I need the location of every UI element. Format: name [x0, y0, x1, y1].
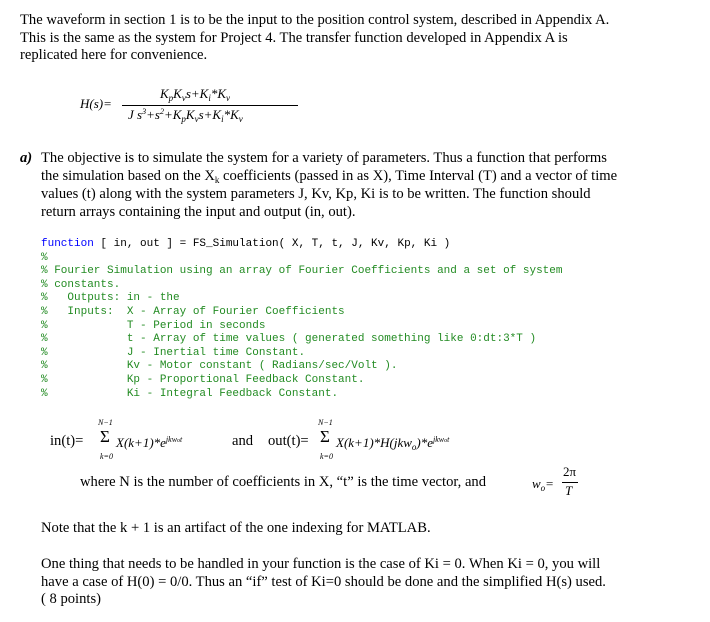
code-comment: % Inputs: X - Array of Fourier Coefficients — [41, 305, 345, 318]
code-comment: % constants. — [41, 278, 121, 291]
eq-out-sum: Σ — [320, 427, 330, 446]
part-a-line: The objective is to simulate the system for a variety of parameters. Thus a function that performs — [41, 150, 607, 166]
w0-denominator: T — [565, 483, 573, 498]
eq-in-body: $X(k+1)*e^{jkwot}$ — [116, 435, 183, 450]
part-a-line: the simulation based on the $X_k$ coefficients (passed in as X), Time Interval (T) and a vector of time — [41, 167, 618, 185]
code-comment: % Outputs: in - the — [41, 292, 180, 305]
eq-out-body: $X(k+1)*H(jkw_o)*e^{jkwot}$ — [336, 435, 450, 452]
code-signature: [ in, out ] = FS_Simulation( X, T, t, J, Kv, Kp, Ki ) — [93, 238, 451, 250]
code-comment: % t - Array of time values ( generated something like 0:dt:3*T ) — [41, 333, 537, 346]
eq-in-label: in(t)= — [50, 433, 84, 449]
tf-denominator: J $s^3+s^2+K_pK_vs+K_i*K_v$ — [128, 107, 243, 124]
tf-numerator: $K_pK_vs+K_i*K_v$ — [160, 86, 231, 103]
intro-paragraph — [20, 12, 680, 65]
tf-lhs: H(s)= — [80, 96, 112, 111]
part-a-label: a) — [20, 150, 33, 166]
sum-upper-limit: N−1 — [318, 418, 333, 427]
part-a-line: return arrays containing the input and output (in, out). — [41, 203, 356, 220]
final-line: One thing that needs to be handled in your function is the case of Ki = 0. When Ki = 0, you will — [41, 556, 601, 572]
where-text: where N is the number of coefficients in X, “t” is the time vector, and — [80, 474, 487, 490]
eq-out-label: out(t)= — [268, 433, 309, 449]
eq-in-sum: Σ — [100, 427, 110, 446]
w0-numerator: 2π — [563, 464, 577, 479]
eq-and: and — [232, 433, 254, 449]
code-comment: % — [41, 251, 48, 264]
final-paragraph — [41, 556, 681, 609]
tf-fraction-bar — [122, 105, 298, 106]
transfer-function — [80, 86, 340, 132]
w0-definition — [532, 464, 592, 504]
intro-line: The waveform in section 1 is to be the input to the position control system, described in Appendix A. — [20, 12, 610, 28]
intro-line: This is the same as the system for Project 4. The transfer function developed in Appendix A is — [20, 29, 568, 46]
code-comment: % Kp - Proportional Feedback Constant. — [41, 373, 365, 386]
final-line: ( 8 points) — [41, 591, 101, 607]
code-block — [41, 238, 563, 401]
sum-lower-limit: k=0 — [100, 452, 113, 461]
part-a-line: values (t) along with the system parameters J, Kv, Kp, Ki is to be written. The function should — [41, 186, 591, 202]
code-comment: % T - Period in seconds — [41, 319, 266, 332]
summation-equations — [40, 415, 560, 463]
w0-lhs: $w_o=$ — [532, 476, 554, 493]
code-comment: % J - Inertial time Constant. — [41, 346, 306, 359]
code-keyword: function — [41, 238, 94, 250]
final-line: have a case of H(0) = 0/0. Thus an “if” test of Ki=0 should be done and the simplified H(s) used. — [41, 573, 606, 590]
code-comment: % Kv - Motor constant ( Radians/sec/Volt ). — [41, 360, 398, 373]
note-text: Note that the k + 1 is an artifact of the one indexing for MATLAB. — [41, 520, 431, 536]
code-comment: % Ki - Integral Feedback Constant. — [41, 387, 339, 400]
sum-upper-limit: N−1 — [98, 418, 113, 427]
intro-line: replicated here for convenience. — [20, 47, 208, 63]
part-a-paragraph — [41, 150, 680, 221]
code-comment: % Fourier Simulation using an array of Fourier Coefficients and a set of system — [41, 265, 563, 278]
sum-lower-limit: k=0 — [320, 452, 333, 461]
